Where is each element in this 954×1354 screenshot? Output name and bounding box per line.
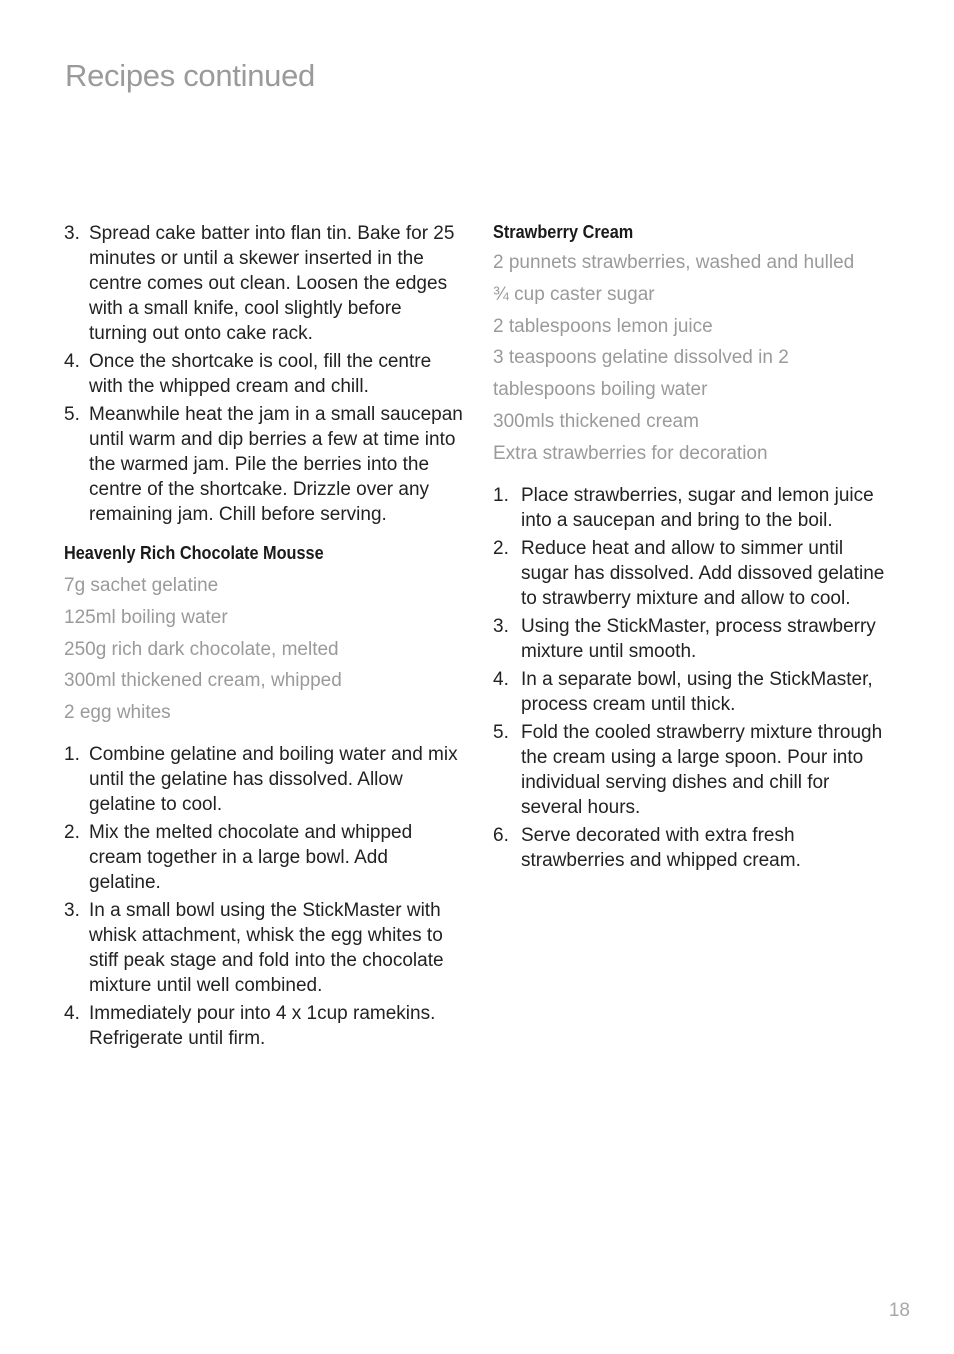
strawberry-cream-heading: Strawberry Cream bbox=[493, 221, 634, 242]
ingredient-item: ¾ cup caster sugar bbox=[493, 283, 655, 305]
step-text: Place strawberries, sugar and lemon juice into a saucepan and bring to the boil. bbox=[521, 484, 874, 531]
left-column bbox=[64, 221, 464, 1054]
mousse-ingredients-list bbox=[64, 570, 464, 729]
page-title: Recipes continued bbox=[65, 58, 315, 93]
step-text: Fold the cooled strawberry mixture through the cream using a large spoon. Pour into individual serving dishes and chill for several hours. bbox=[521, 721, 883, 818]
mousse-heading: Heavenly Rich Chocolate Mousse bbox=[64, 542, 324, 563]
list-item bbox=[493, 536, 893, 611]
list-item bbox=[64, 820, 464, 895]
step-number: 5. bbox=[493, 721, 509, 743]
step-number: 2. bbox=[493, 537, 509, 559]
step-text: Serve decorated with extra fresh strawberries and whipped cream. bbox=[521, 824, 801, 871]
step-number: 2. bbox=[64, 821, 80, 843]
ingredient-item: 2 egg whites bbox=[64, 702, 171, 724]
ingredient-item: 250g rich dark chocolate, melted bbox=[64, 638, 339, 660]
step-text: Combine gelatine and boiling water and mix until the gelatine has dissolved. Allow gelatine to cool. bbox=[89, 743, 458, 815]
step-text: Mix the melted chocolate and whipped cream together in a large bowl. Add gelatine. bbox=[89, 821, 413, 893]
page-number: 18 bbox=[888, 1300, 910, 1321]
ingredient-item: 7g sachet gelatine bbox=[64, 575, 219, 596]
ingredient-item: 300mls thickened cream bbox=[493, 410, 699, 432]
right-column bbox=[493, 221, 893, 876]
ingredient-item: 300ml thickened cream, whipped bbox=[64, 670, 342, 692]
step-text: Spread cake batter into flan tin. Bake for 25 minutes or until a skewer inserted in the centre comes out clean. Loosen the edges with a small knife, cool slightly before turning out onto cake rack. bbox=[89, 223, 455, 344]
ingredient-item: tablespoons boiling water bbox=[493, 379, 708, 401]
step-text: Meanwhile heat the jam in a small saucepan until warm and dip berries a few at time into the warmed jam. Pile the berries into the centre of the shortcake. Drizzle over any remaining jam. Chill before serving. bbox=[89, 404, 463, 525]
ingredient-item: 2 tablespoons lemon juice bbox=[493, 315, 713, 337]
ingredient-item: 3 teaspoons gelatine dissolved in 2 bbox=[493, 347, 789, 369]
step-number: 3. bbox=[64, 223, 80, 244]
step-text: Once the shortcake is cool, fill the centre with the whipped cream and chill. bbox=[89, 351, 432, 397]
list-item bbox=[64, 742, 464, 817]
step-text: Immediately pour into 4 x 1cup ramekins. Refrigerate until firm. bbox=[89, 1002, 436, 1049]
step-number: 4. bbox=[64, 1002, 80, 1024]
step-text: Reduce heat and allow to simmer until sugar has dissolved. Add dissoved gelatine to strawberry mixture and allow to cool. bbox=[521, 537, 885, 609]
list-item bbox=[64, 1001, 464, 1051]
step-number: 1. bbox=[64, 743, 80, 765]
list-item bbox=[493, 483, 893, 533]
step-number: 3. bbox=[64, 899, 80, 921]
step-number: 3. bbox=[493, 615, 509, 637]
strawberry-steps-list bbox=[493, 483, 893, 873]
list-item bbox=[493, 614, 893, 664]
step-number: 1. bbox=[493, 484, 509, 506]
step-text: In a separate bowl, using the StickMaster, process cream until thick. bbox=[521, 668, 873, 715]
shortcake-steps-list bbox=[64, 221, 464, 527]
list-item bbox=[493, 667, 893, 717]
ingredient-item: Extra strawberries for decoration bbox=[493, 442, 768, 464]
list-item bbox=[64, 898, 464, 998]
list-item bbox=[493, 823, 893, 873]
step-number: 6. bbox=[493, 824, 509, 846]
ingredient-item: 2 punnets strawberries, washed and hulled bbox=[493, 252, 855, 273]
list-item bbox=[493, 720, 893, 820]
strawberry-ingredients-list bbox=[493, 247, 893, 470]
step-text: Using the StickMaster, process strawberry mixture until smooth. bbox=[521, 615, 876, 662]
ingredient-item: 125ml boiling water bbox=[64, 606, 228, 628]
list-item bbox=[64, 221, 464, 346]
step-number: 4. bbox=[64, 351, 80, 372]
step-text: In a small bowl using the StickMaster with whisk attachment, whisk the egg whites to stiff peak stage and fold into the chocolate mixture until well combined. bbox=[89, 899, 444, 996]
step-number: 5. bbox=[64, 404, 80, 425]
list-item bbox=[64, 349, 464, 399]
step-number: 4. bbox=[493, 668, 509, 690]
list-item bbox=[64, 402, 464, 527]
mousse-steps-list bbox=[64, 742, 464, 1051]
